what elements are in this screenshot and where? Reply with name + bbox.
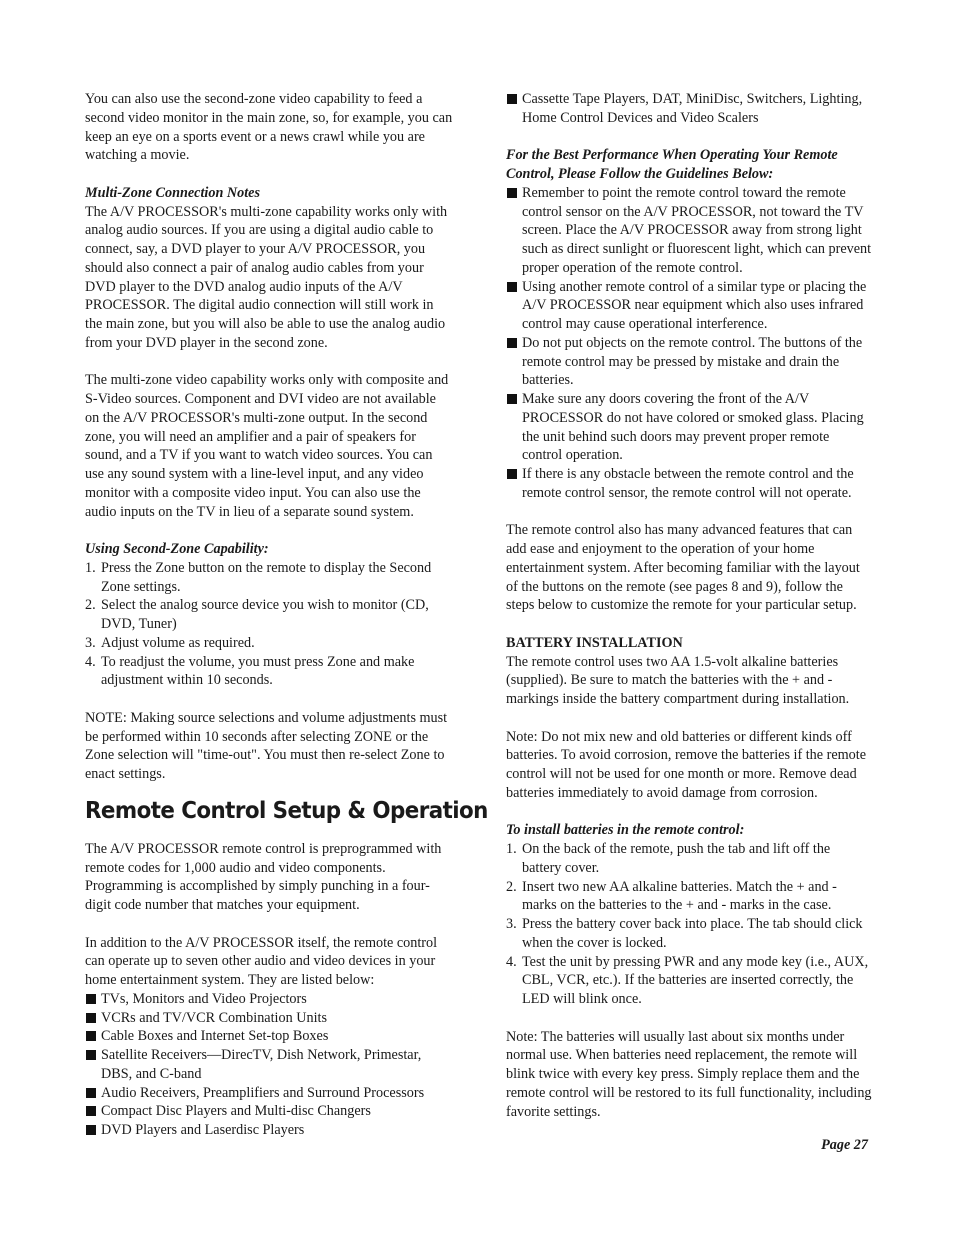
bullet-square-icon — [86, 1106, 96, 1116]
section-title: Remote Control Setup & Operation — [85, 797, 488, 824]
final-note: Note: The batteries will usually last about six months under normal use. When batteries need replacement, the remote will blink twice with every key press. Simply replace them and the remote control will be restored to its full functionality, including favorite settings. — [506, 1028, 872, 1120]
bullet-square-icon — [86, 1088, 96, 1098]
list-item: Cable Boxes and Internet Set-top Boxes — [85, 1027, 453, 1046]
list-item: 4. To readjust the volume, you must press Zone and make adjustment within 10 seconds. — [85, 653, 415, 689]
list-item: Audio Receivers, Preamplifiers and Surround Processors — [85, 1084, 453, 1103]
list-item: VCRs and TV/VCR Combination Units — [85, 1009, 453, 1028]
page-number: Page 27 — [821, 1137, 868, 1153]
list-item: 2. Insert two new AA alkaline batteries. Match the + and - marks on the batteries to the + and - marks in the case. — [506, 878, 837, 914]
list-item: Do not put objects on the remote control. The buttons of the remote control may be pressed by mistake and drain the batteries. — [506, 334, 872, 390]
bullet-square-icon — [507, 469, 517, 479]
battery-note: Note: Do not mix new and old batteries or different kinds off batteries. To avoid corrosion, remove the batteries if the remote control will not be used for one month or more. Remove dead batteries immediately to avoid damage from corrosion. — [506, 728, 867, 801]
bullet-square-icon — [86, 994, 96, 1004]
battery-paragraph: The remote control uses two AA 1.5-volt alkaline batteries (supplied). Be sure to match the batteries with the + and - markings inside the battery compartment during installation. — [506, 653, 850, 707]
list-item: DVD Players and Laserdisc Players — [85, 1121, 453, 1140]
advanced-paragraph: The remote control also has many advanced features that can add ease and enjoyment to the operation of your home entertainment system. After becoming familiar with the layout of the buttons on the remote (see pages 8 and 9), follow the steps below to customize the remote for your particular setup. — [506, 522, 860, 614]
list-item: Cassette Tape Players, DAT, MiniDisc, Switchers, Lighting, Home Control Devices and Video Scalers — [506, 90, 872, 128]
remote-paragraph-2: In addition to the A/V PROCESSOR itself, the remote control can operate up to seven other audio and video devices in your home entertainment system. They are listed below: — [85, 934, 438, 988]
list-item: Make sure any doors covering the front of the A/V PROCESSOR do not have colored or smoked glass. Placing the unit behind such doors may prevent proper remote control operation. — [506, 390, 872, 465]
device-list — [85, 990, 453, 1140]
remote-paragraph-1: The A/V PROCESSOR remote control is preprogrammed with remote codes for 1,000 audio and video components. Programming is accomplished by simply punching in a four-digit code number that matches your equipment. — [85, 840, 442, 913]
list-item: Remember to point the remote control toward the remote control sensor on the A/V PROCESSOR, not toward the TV screen. Place the A/V PROCESSOR away from strong light such as direct sunlight or fluorescent light, which can prevent proper operation of the remote control. — [506, 184, 872, 278]
list-item: 2. Select the analog source device you wish to monitor (CD, DVD, Tuner) — [85, 597, 429, 632]
guidelines-list — [506, 184, 872, 503]
list-item: Using another remote control of a similar type or placing the A/V PROCESSOR near equipment which also uses infrared control may cause operational interference. — [506, 278, 872, 334]
second-zone-heading: Using Second-Zone Capability: — [85, 541, 269, 557]
bullet-square-icon — [86, 1013, 96, 1023]
bullet-square-icon — [507, 338, 517, 348]
list-item: 3. Adjust volume as required. — [85, 634, 255, 651]
bullet-square-icon — [507, 394, 517, 404]
second-zone-steps — [85, 559, 453, 690]
intro-paragraph: You can also use the second-zone video capability to feed a second video monitor in the main zone, so, for example, you can keep an eye on a sports event or a news crawl while you are watching a movie. — [85, 91, 453, 164]
bullet-square-icon — [507, 188, 517, 198]
list-item: 1. On the back of the remote, push the tab and lift off the battery cover. — [506, 841, 831, 876]
bullet-square-icon — [86, 1050, 96, 1060]
right-column — [506, 90, 872, 1121]
install-steps — [506, 840, 872, 1009]
zone-note: NOTE: Making source selections and volume adjustments must be performed within 10 seconds after selecting ZONE or the Zone selection will "time-out". You must then re-select Zone to enact settings. — [85, 709, 448, 782]
bullet-square-icon — [86, 1031, 96, 1041]
list-item: If there is any obstacle between the remote control and the remote control sensor, the remote control will not operate. — [506, 465, 872, 503]
bullet-square-icon — [507, 282, 517, 292]
list-item: TVs, Monitors and Video Projectors — [85, 990, 453, 1009]
multizone-paragraph-2: The multi-zone video capability works only with composite and S-Video sources. Component and DVI video are not available on the A/V PROCESSOR's multi-zone output. In the second zone, you will need an amplifier and a pair of speakers for sound, and a TV if you want to watch video sources. You can use any sound system with a line-level input, and any video monitor with a composite video input. You can also use the audio inputs on the TV in lieu of a separate sound system. — [85, 372, 449, 520]
list-item: 4. Test the unit by pressing PWR and any mode key (i.e., AUX, CBL, VCR, etc.). If the batteries are inserted correctly, the LED will blink once. — [506, 953, 869, 1007]
multizone-heading: Multi-Zone Connection Notes — [85, 184, 260, 201]
list-item: Satellite Receivers—DirecTV, Dish Network, Primestar, DBS, and C-band — [85, 1046, 453, 1084]
install-heading: To install batteries in the remote control: — [506, 822, 745, 839]
multizone-paragraph-1: The A/V PROCESSOR's multi-zone capability works only with analog audio sources. If you are using a digital audio cable to connect, say, a DVD player to your A/V PROCESSOR, you should also connect a pair of analog audio cables from your DVD player to the DVD analog audio inputs of the A/V PROCESSOR. The digital audio connection will still work in the main zone, but you will also be able to use the analog audio from your DVD player in the second zone. — [85, 203, 448, 351]
list-item: Compact Disc Players and Multi-disc Changers — [85, 1102, 453, 1121]
battery-heading: BATTERY INSTALLATION — [506, 634, 683, 651]
guidelines-heading: For the Best Performance When Operating Your Remote Control, Please Follow the Guidelines Below: — [506, 147, 838, 182]
list-item: 1. Press the Zone button on the remote to display the Second Zone settings. — [85, 559, 432, 595]
list-item: 3. Press the battery cover back into place. The tab should click when the cover is locked. — [506, 916, 863, 951]
bullet-square-icon — [86, 1125, 96, 1135]
bullet-square-icon — [507, 94, 517, 104]
left-column — [85, 90, 488, 1140]
